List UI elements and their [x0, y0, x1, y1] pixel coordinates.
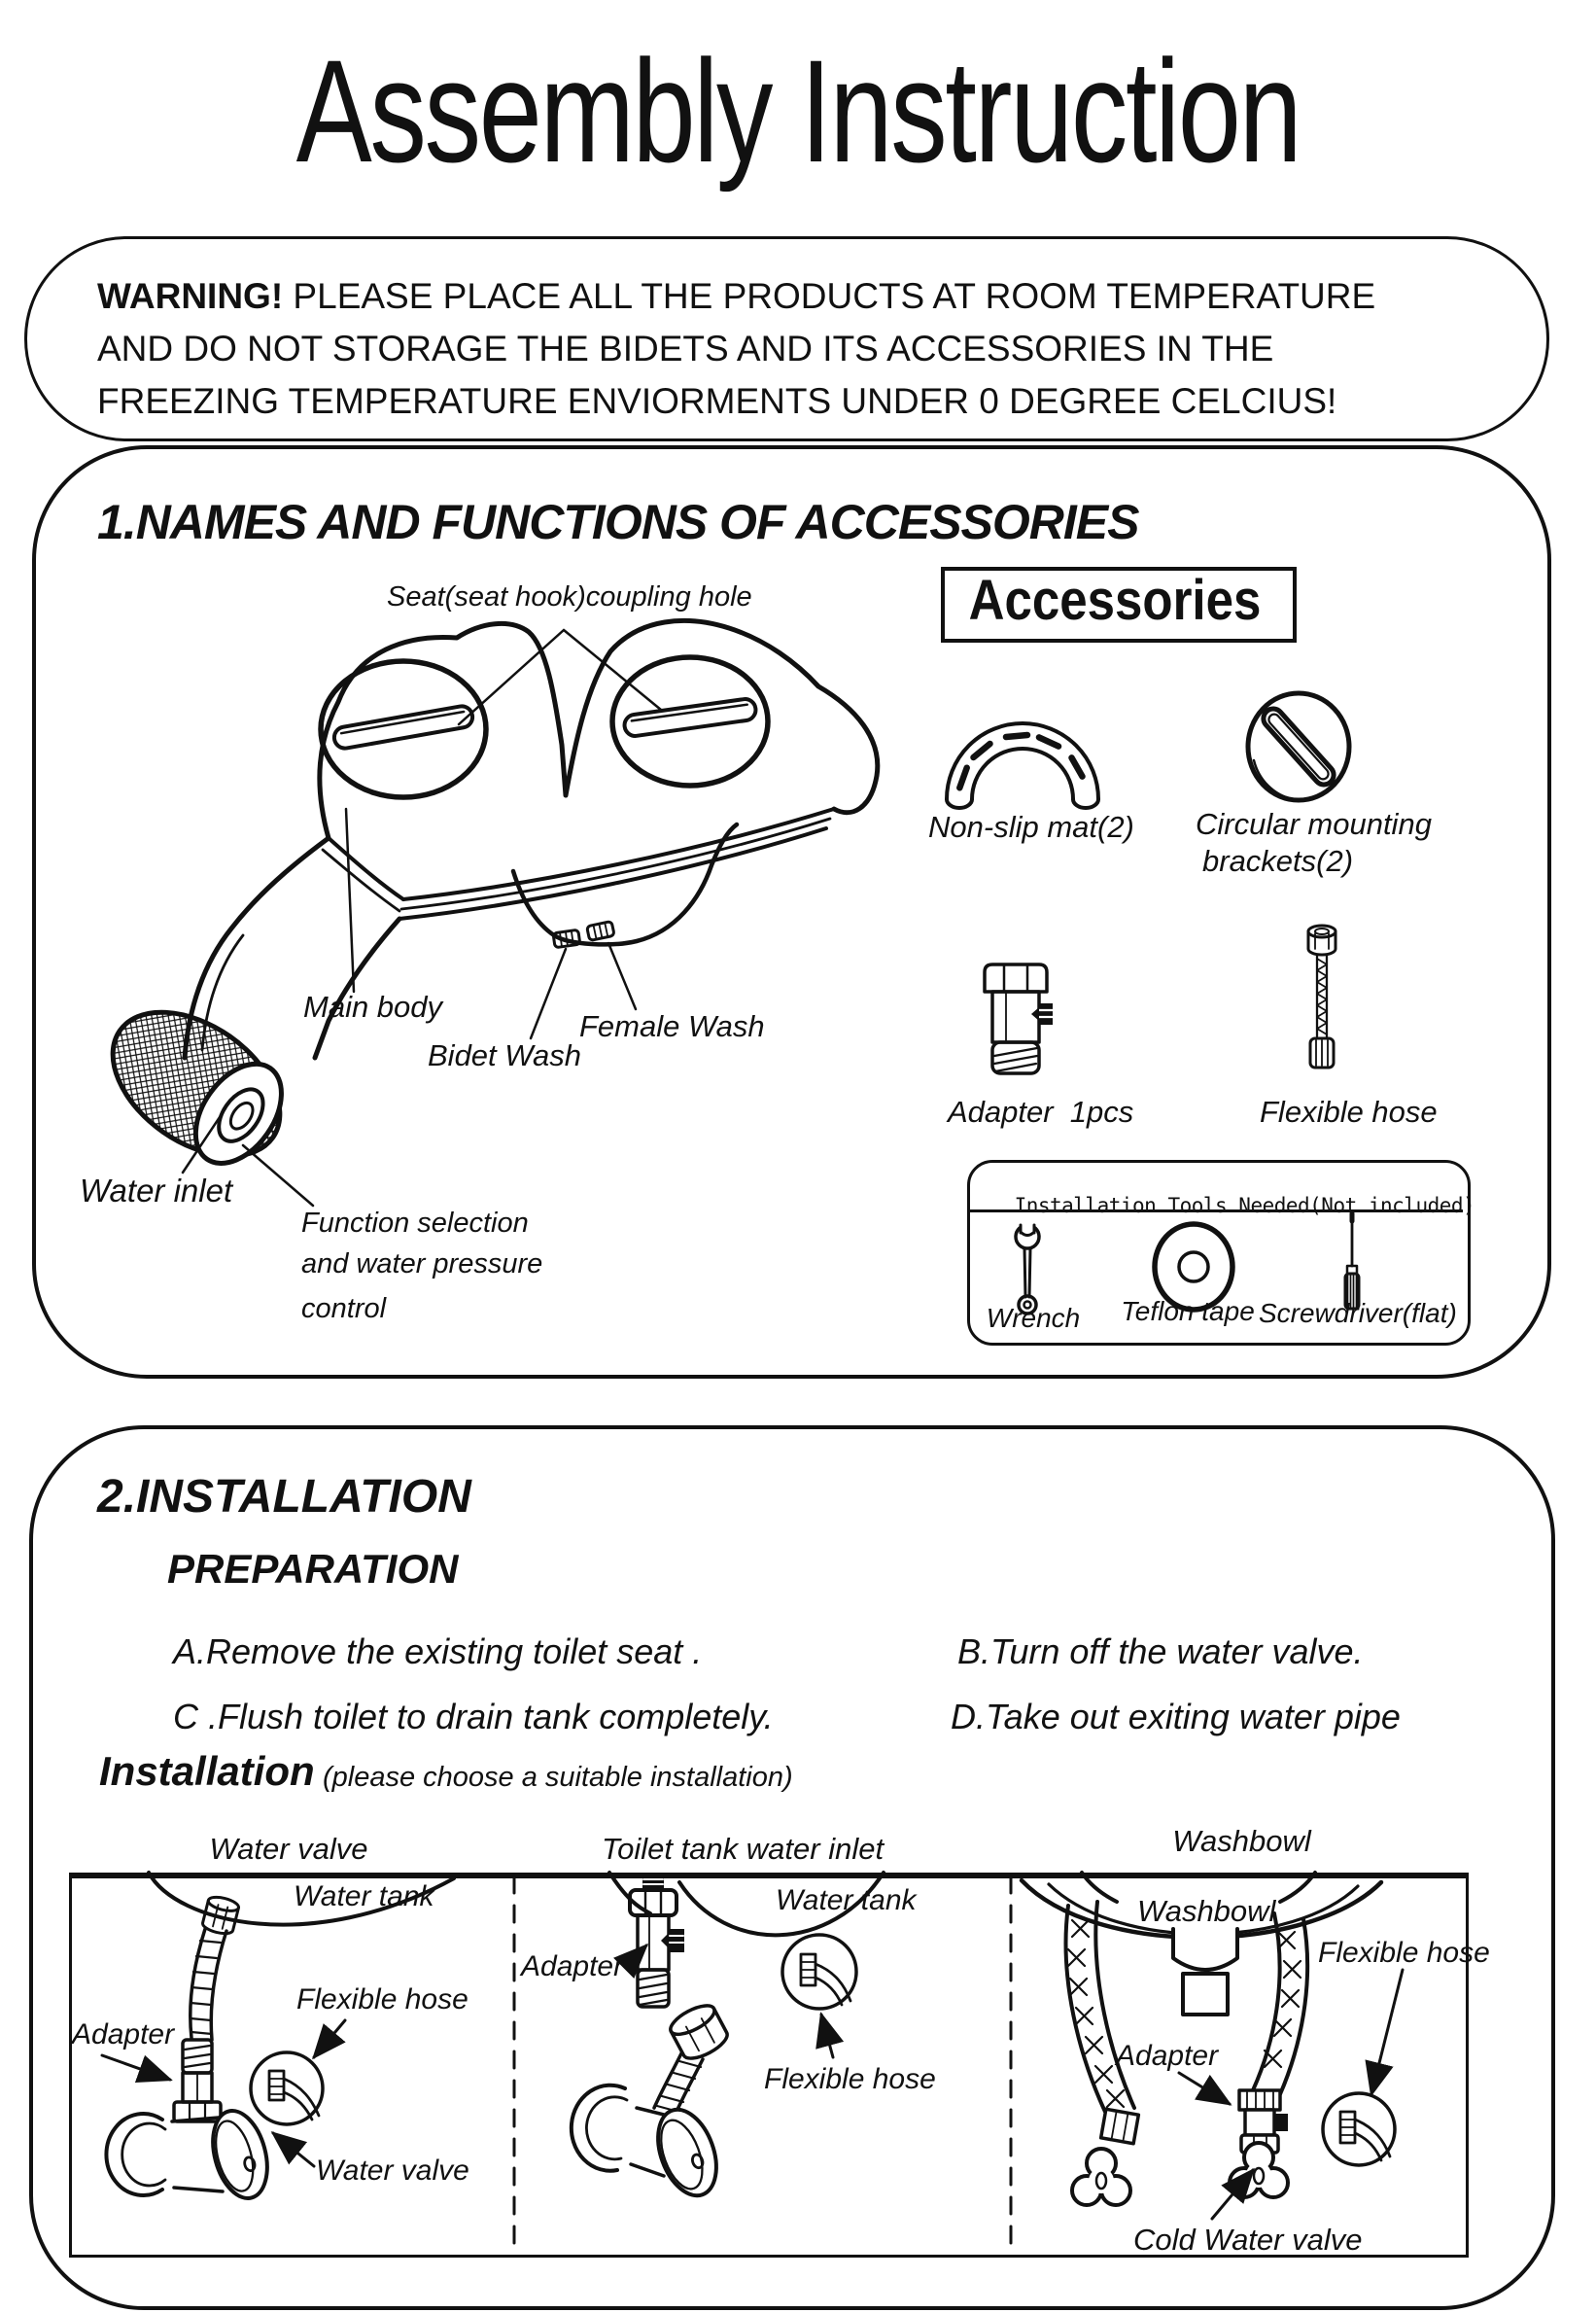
step-c: C .Flush toilet to drain tank completely. [173, 1697, 774, 1736]
section2-heading: 2.INSTALLATION [97, 1471, 471, 1523]
tools-box-divider [969, 1209, 1463, 1212]
c2-label-flexible-hose: Flexible hose [764, 2063, 936, 2095]
label-function-2: and water pressure [301, 1248, 543, 1279]
warning-line1: WARNING! PLEASE PLACE ALL THE PRODUCTS AT ROOM TEMPERATURE [97, 276, 1376, 316]
warning-text [97, 270, 1458, 428]
c3-label-adapter: Adapter [1116, 2040, 1219, 2072]
warning-line2: AND DO NOT STORAGE THE BIDETS AND ITS ACCESSORIES IN THE [97, 329, 1274, 368]
tools-title-suffix: (Not included) [1309, 1194, 1475, 1217]
label-teflon-tape: Teflon tape [1121, 1296, 1255, 1326]
adapter-icon [977, 963, 1055, 1077]
accessories-title: Accessories [968, 569, 1262, 632]
section1-heading: 1.NAMES AND FUNCTIONS OF ACCESSORIES [97, 495, 1139, 549]
c1-label-adapter: Adapter [72, 2018, 175, 2050]
warning-line3: FREEZING TEMPERATURE ENVIORMENTS UNDER 0 DEGREE CELCIUS! [97, 381, 1337, 421]
tools-title-main: Installation Tools Needed [1014, 1194, 1310, 1217]
c1-label-water-valve: Water valve [316, 2155, 469, 2187]
label-screwdriver: Screwdriver(flat) [1259, 1298, 1457, 1328]
label-bracket-2: brackets(2) [1202, 844, 1354, 878]
col3-header: Washbowl [1172, 1824, 1311, 1858]
label-wrench: Wrench [986, 1303, 1081, 1333]
label-function-3: control [301, 1293, 387, 1324]
label-non-slip-mat: Non-slip mat(2) [928, 810, 1134, 844]
page-title: Assembly Instruction [295, 29, 1301, 193]
installation-note: (please choose a suitable installation) [323, 1762, 793, 1793]
c2-label-adapter: Adapter [521, 1950, 624, 1982]
label-flexible-hose-acc: Flexible hose [1260, 1095, 1438, 1129]
c2-label-water-tank: Water tank [776, 1884, 917, 1916]
c3-label-washbowl: Washbowl [1137, 1894, 1276, 1928]
label-bracket-1: Circular mounting [1196, 807, 1432, 841]
step-a: A.Remove the existing toilet seat . [173, 1631, 703, 1671]
step-d: D.Take out exiting water pipe [951, 1697, 1401, 1736]
c1-label-water-tank: Water tank [294, 1880, 434, 1912]
c1-label-flexible-hose: Flexible hose [296, 1983, 468, 2015]
warning-label: WARNING! [97, 276, 284, 316]
label-bidet-wash: Bidet Wash [428, 1038, 581, 1072]
mounting-bracket-icon [1244, 690, 1353, 805]
label-female-wash: Female Wash [579, 1009, 765, 1043]
label-adapter-1pcs: Adapter 1pcs [948, 1095, 1134, 1129]
non-slip-mat-icon [938, 702, 1108, 804]
installation-heading: Installation [99, 1748, 315, 1794]
label-main-body: Main body [303, 990, 443, 1024]
flexible-hose-icon [1302, 924, 1341, 1079]
c3-label-flexible-hose: Flexible hose [1318, 1937, 1490, 1969]
col1-header: Water valve [209, 1832, 368, 1866]
col2-header: Toilet tank water inlet [602, 1832, 885, 1866]
function-knob-icon [87, 983, 306, 1185]
label-function-1: Function selection [301, 1208, 529, 1239]
step-b: B.Turn off the water valve. [957, 1631, 1364, 1671]
label-seat-coupling-hole: Seat(seat hook)coupling hole [387, 581, 752, 613]
label-water-inlet: Water inlet [80, 1173, 233, 1209]
c3-label-cold-water-valve: Cold Water valve [1133, 2223, 1363, 2257]
preparation-heading: PREPARATION [167, 1546, 459, 1592]
